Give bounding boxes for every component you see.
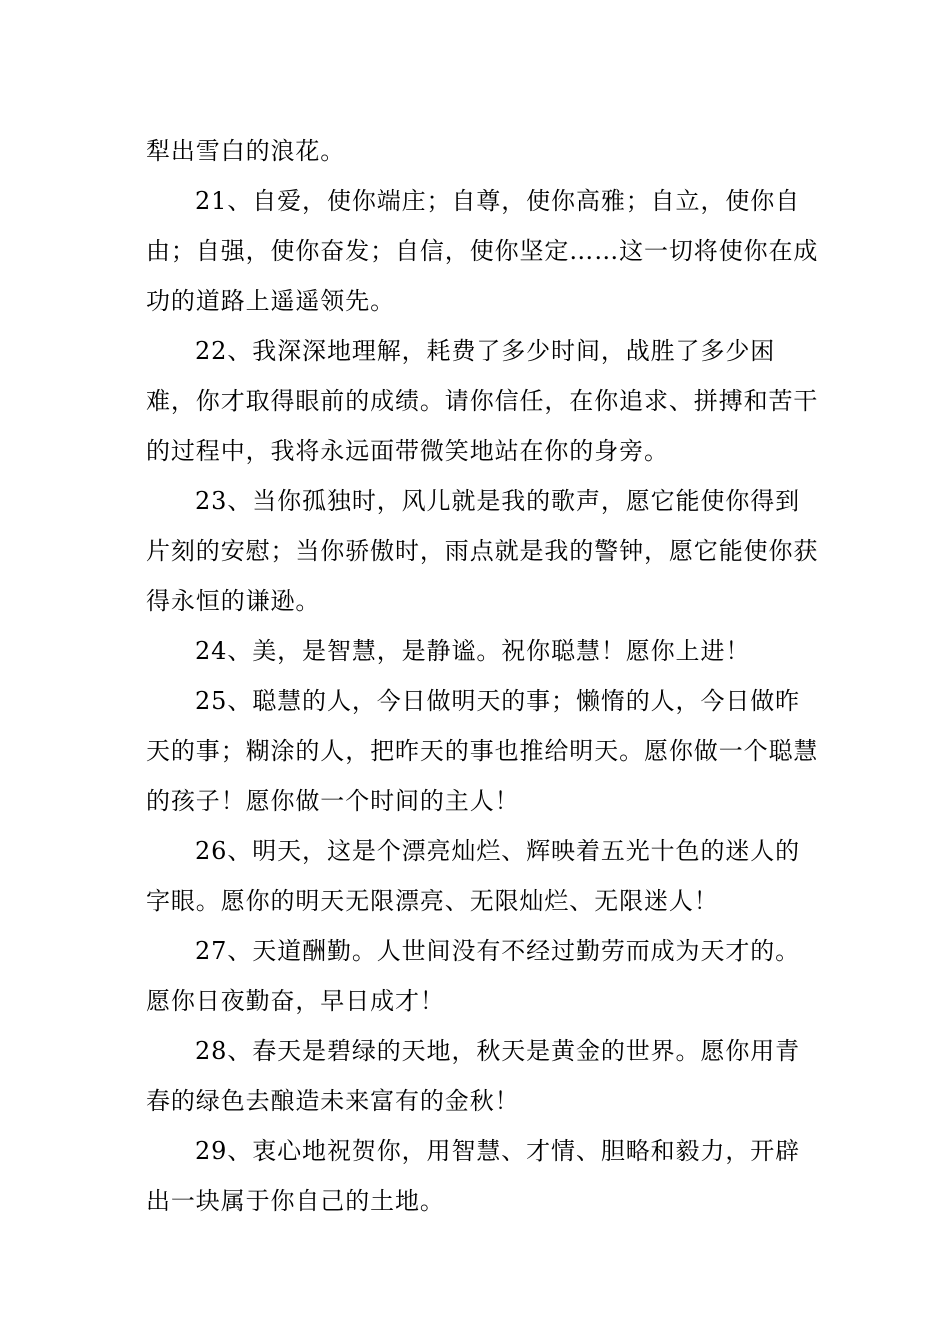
paragraph-24: 24、美，是智慧，是静谧。祝你聪慧！愿你上进！ (195, 637, 751, 665)
paragraph-28: 28、春天是碧绿的天地，秋天是黄金的世界。愿你用青春的绿色去酿造未来富有的金秋！ (146, 1037, 801, 1115)
paragraph-29: 29、衷心地祝贺你，用智慧、才情、胆略和毅力，开辟出一块属于你自己的土地。 (146, 1137, 801, 1215)
paragraph-21: 21、自爱，使你端庄；自尊，使你高雅；自立，使你自由；自强，使你奋发；自信，使你坚定……这一切将使你在成功的道路上遥遥领先。 (146, 187, 819, 315)
paragraph-25: 25、聪慧的人，今日做明天的事；懒惰的人，今日做昨天的事；糊涂的人，把昨天的事也推给明天。愿你做一个聪慧的孩子！愿你做一个时间的主人！ (146, 687, 819, 815)
paragraph-26: 26、明天，这是个漂亮灿烂、辉映着五光十色的迷人的字眼。愿你的明天无限漂亮、无限灿烂、无限迷人！ (146, 837, 801, 915)
paragraph-22: 22、我深深地理解，耗费了多少时间，战胜了多少困难，你才取得眼前的成绩。请你信任，在你追求、拼搏和苦干的过程中，我将永远面带微笑地站在你的身旁。 (146, 337, 819, 465)
paragraph-27: 27、天道酬勤。人世间没有不经过勤劳而成为天才的。愿你日夜勤奋，早日成才！ (146, 937, 801, 1015)
paragraph-continuation: 犁出雪白的浪花。 (146, 137, 346, 165)
paragraph-23: 23、当你孤独时，风儿就是我的歌声，愿它能使你得到片刻的安慰；当你骄傲时，雨点就是我的警钟，愿它能使你获得永恒的谦逊。 (146, 487, 819, 615)
document-body (146, 126, 821, 1226)
